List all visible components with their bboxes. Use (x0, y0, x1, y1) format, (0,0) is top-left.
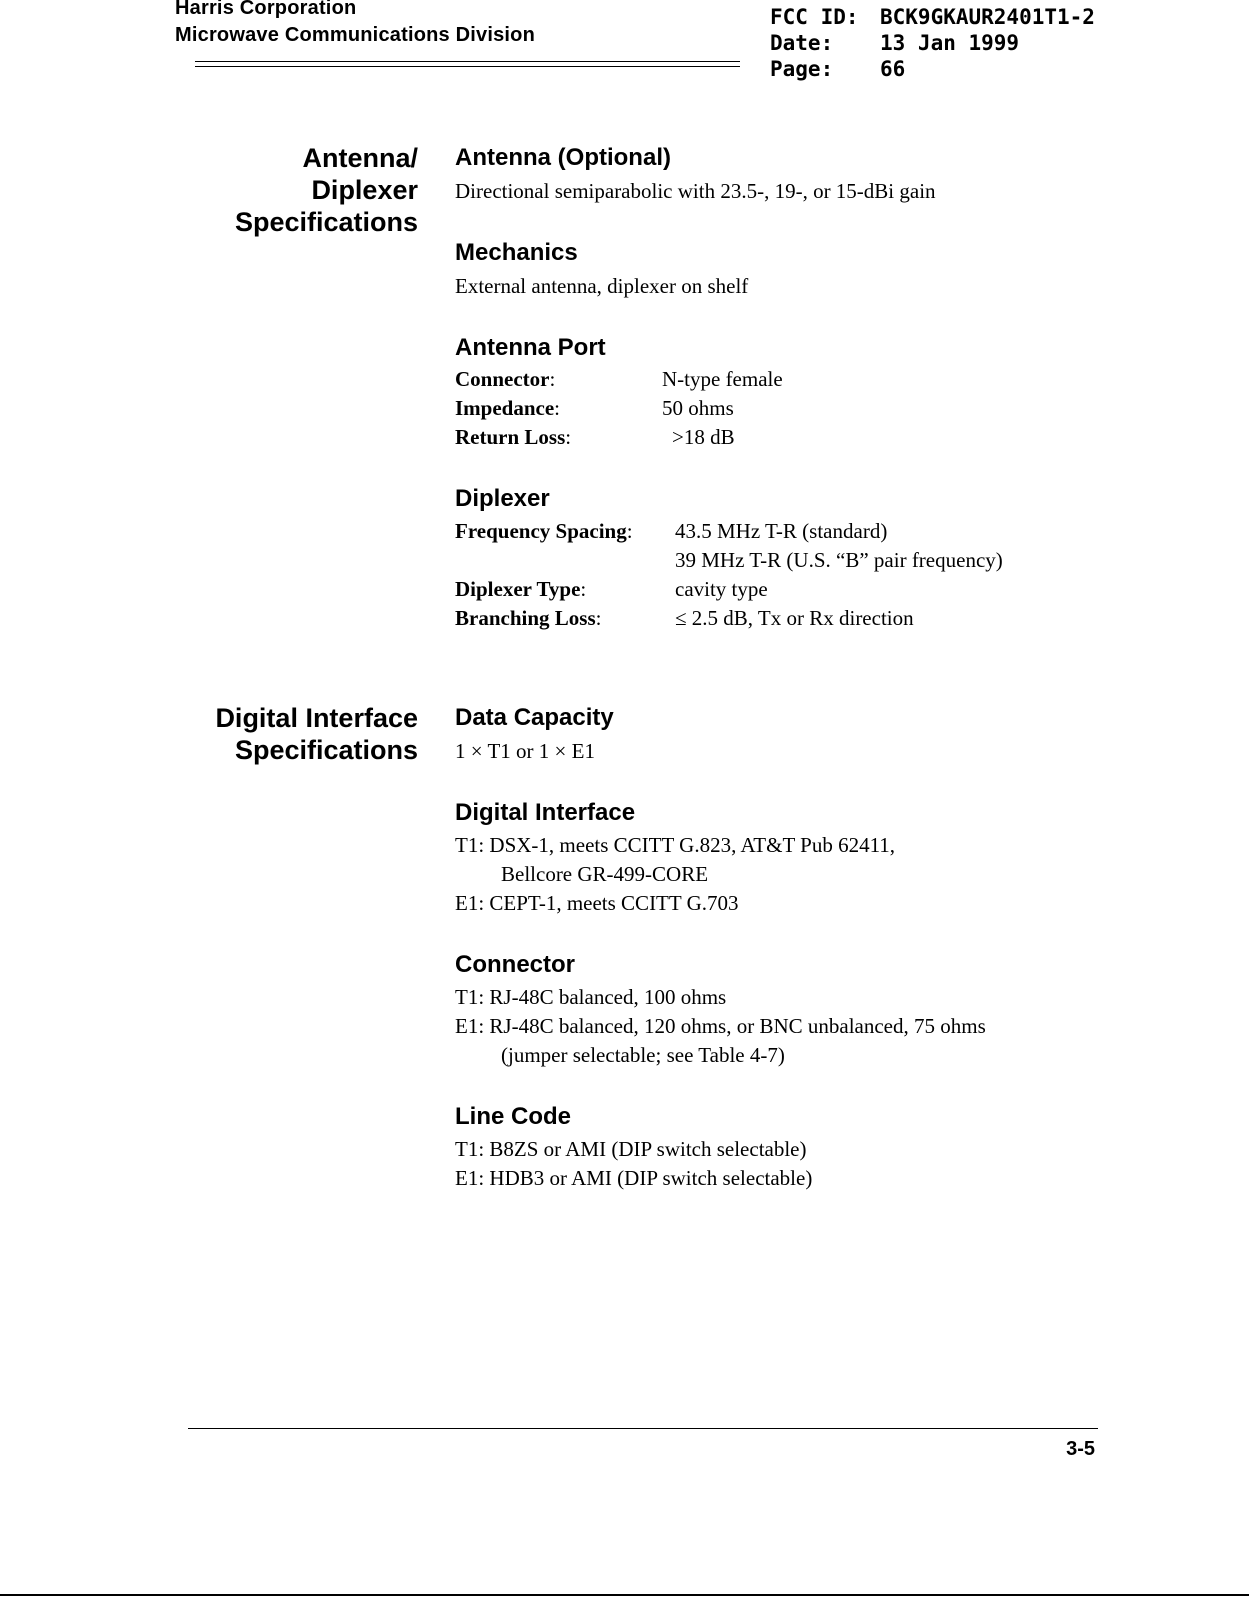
antenna-port-title: Antenna Port (455, 334, 606, 361)
spec-label-impedance: Impedance: (455, 396, 561, 420)
footer-page-number: 3-5 (1066, 1438, 1095, 1460)
fcc-id-label: FCC ID: (770, 5, 859, 29)
connector-line: (jumper selectable; see Table 4-7) (501, 1043, 785, 1067)
digital-interface-line: E1: CEPT-1, meets CCITT G.703 (455, 891, 739, 915)
data-capacity-text: 1 × T1 or 1 × E1 (455, 739, 595, 763)
spec-value-return-loss: >18 dB (672, 425, 735, 449)
spec-label-frequency-spacing: Frequency Spacing: (455, 519, 633, 543)
line-code-line: E1: HDB3 or AMI (DIP switch selectable) (455, 1166, 813, 1190)
spec-value-branching-loss: ≤ 2.5 dB, Tx or Rx direction (675, 606, 914, 630)
digital-interface-heading (215, 702, 418, 766)
heading-line: Antenna/ (302, 143, 418, 173)
antenna-optional-text: Directional semiparabolic with 23.5-, 19-, or 15-dBi gain (455, 179, 936, 203)
spec-label-return-loss: Return Loss: (455, 425, 572, 449)
mechanics-title: Mechanics (455, 239, 578, 266)
connector-title: Connector (455, 951, 575, 978)
page-value: 66 (880, 57, 906, 81)
line-code-line: T1: B8ZS or AMI (DIP switch selectable) (455, 1137, 807, 1161)
page-label: Page: (770, 57, 834, 81)
company-name: Harris Corporation (175, 0, 357, 19)
digital-interface-line: Bellcore GR-499-CORE (501, 862, 709, 886)
division-name: Microwave Communications Division (175, 24, 536, 46)
spec-value-diplexer-type: cavity type (675, 577, 768, 601)
diplexer-title: Diplexer (455, 485, 550, 512)
antenna-diplexer-heading (235, 142, 418, 238)
mechanics-text: External antenna, diplexer on shelf (455, 274, 749, 298)
spec-label-diplexer-type: Diplexer Type: (455, 577, 587, 601)
date-value: 13 Jan 1999 (880, 31, 1020, 55)
connector-line: E1: RJ-48C balanced, 120 ohms, or BNC unbalanced, 75 ohms (455, 1014, 986, 1038)
spec-value-connector: N-type female (662, 367, 783, 391)
spec-label-connector: Connector: (455, 367, 556, 391)
digital-interface-title: Digital Interface (455, 799, 636, 826)
spec-value-impedance: 50 ohms (662, 396, 734, 420)
heading-line: Digital Interface (215, 703, 418, 733)
spec-value-frequency-spacing: 43.5 MHz T-R (standard) (675, 519, 888, 543)
heading-line: Specifications (234, 735, 418, 765)
footer-rule (188, 1428, 1098, 1429)
heading-line: Specifications (234, 207, 418, 237)
line-code-title: Line Code (455, 1103, 572, 1130)
connector-line: T1: RJ-48C balanced, 100 ohms (455, 985, 727, 1009)
header-rule-bottom (195, 66, 740, 67)
spec-label-branching-loss: Branching Loss: (455, 606, 602, 630)
header-rule-top (195, 61, 740, 62)
date-label: Date: (770, 31, 834, 55)
digital-interface-line: T1: DSX-1, meets CCITT G.823, AT&T Pub 62411, (455, 833, 896, 857)
page-bottom-edge (0, 1594, 1249, 1596)
antenna-optional-title: Antenna (Optional) (455, 144, 671, 171)
heading-line: Diplexer (311, 175, 418, 205)
data-capacity-title: Data Capacity (455, 704, 614, 731)
fcc-id-value: BCK9GKAUR2401T1-2 (880, 5, 1095, 29)
spec-value-frequency-spacing-alt: 39 MHz T-R (U.S. “B” pair frequency) (675, 548, 1003, 572)
